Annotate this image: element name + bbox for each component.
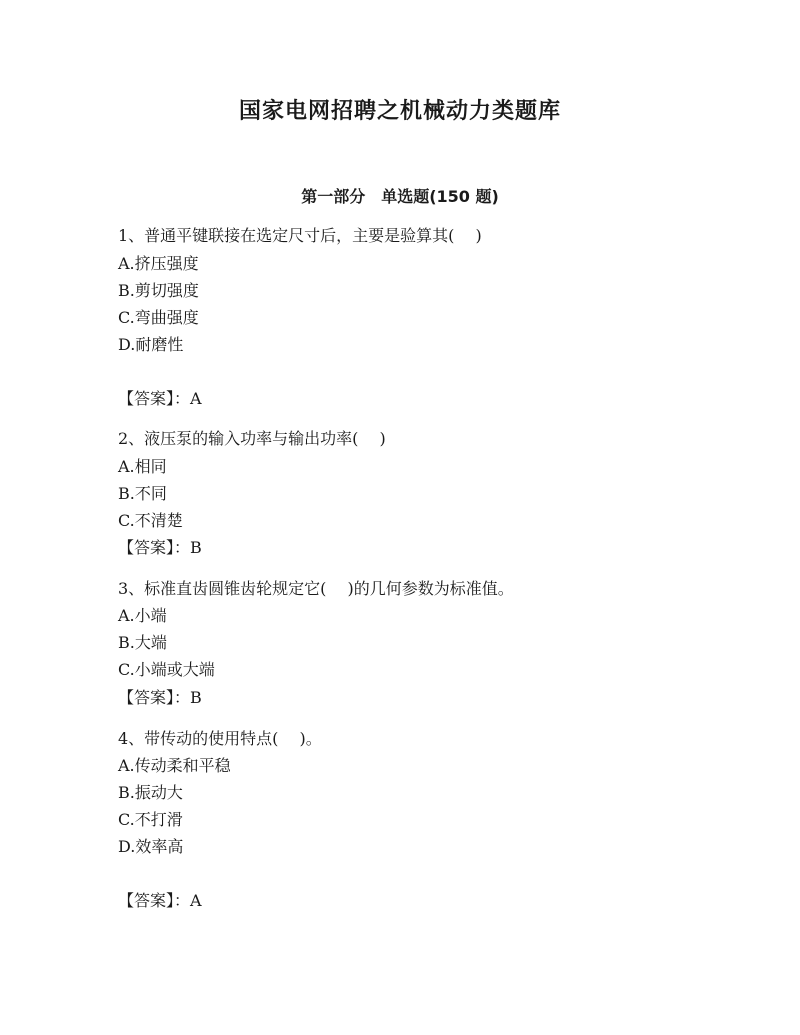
option-c: C.弯曲强度 (118, 308, 199, 327)
option-c: C.小端或大端 (118, 660, 215, 679)
question-stem: 3、标准直齿圆锥齿轮规定它( )的几何参数为标准值。 (118, 579, 514, 598)
question-stem: 4、带传动的使用特点( )。 (118, 729, 322, 748)
option-d: D.耐磨性 (118, 335, 184, 354)
document-title: 国家电网招聘之机械动力类题库 (238, 99, 561, 124)
option-a: A.传动柔和平稳 (118, 756, 231, 775)
option-a: A.小端 (118, 606, 167, 625)
option-b: B.大端 (118, 633, 167, 652)
answer-line: 【答案】：A (118, 891, 202, 910)
option-b: B.剪切强度 (118, 281, 199, 300)
option-a: A.相同 (118, 457, 167, 476)
answer-line: 【答案】：B (118, 688, 202, 707)
option-b: B.振动大 (118, 783, 183, 802)
question-stem: 1、普通平键联接在选定尺寸后，主要是验算其( ) (118, 226, 482, 245)
option-a: A.挤压强度 (118, 254, 199, 273)
option-d: D.效率高 (118, 837, 184, 856)
answer-line: 【答案】：A (118, 389, 202, 408)
option-c: C.不清楚 (118, 511, 183, 530)
option-c: C.不打滑 (118, 810, 183, 829)
section-heading: 第一部分 单选题(150 题) (301, 187, 499, 206)
question-stem: 2、液压泵的输入功率与输出功率( ) (118, 429, 386, 448)
option-b: B.不同 (118, 484, 167, 503)
answer-line: 【答案】：B (118, 538, 202, 557)
